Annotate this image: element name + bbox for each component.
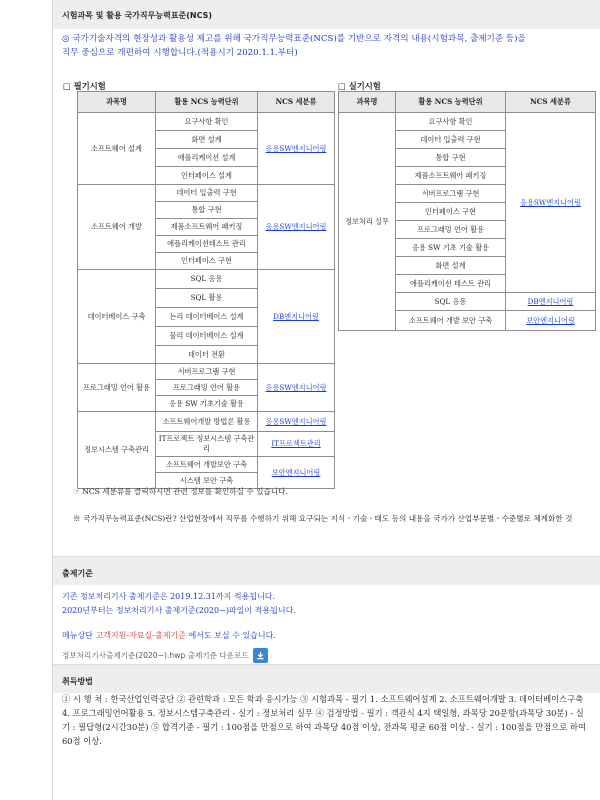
- unit-cell: 소프트웨어 개발보안 구축: [156, 457, 258, 473]
- acquisition-section-heading: 취득방법: [53, 664, 600, 693]
- menu-path-link[interactable]: 고객지원-자료실-출제기준: [95, 631, 186, 640]
- ncs-class-link[interactable]: 응용SW엔지니어링: [258, 364, 335, 412]
- unit-cell: IT프로젝트 정보시스템 구축관리: [156, 432, 258, 457]
- col-header: 과목명: [339, 92, 396, 113]
- download-icon: [256, 651, 265, 660]
- criteria-section-heading: 출제기준: [53, 556, 600, 585]
- criteria-menu-note: [62, 629, 276, 642]
- col-header: 활용 NCS 능력단위: [396, 92, 506, 113]
- subject-cell: 프로그래밍 언어 활용: [78, 364, 156, 412]
- unit-cell: 제품소프트웨어 패키징: [156, 219, 258, 236]
- practical-exam-title: □ 실기시험: [338, 81, 381, 91]
- col-header: 활용 NCS 능력단위: [156, 92, 258, 113]
- unit-cell: 소프트웨어 개발 보안 구축: [396, 311, 506, 331]
- criteria-line-2: 2020년부터는 정보처리기사 출제기준(2020~)파일이 적용됩니다.: [62, 606, 296, 615]
- page: [52, 0, 600, 800]
- ncs-class-link[interactable]: IT프로젝트관리: [258, 432, 335, 457]
- download-label: 정보처리기사출제기준(2020~).hwp 출제기준 다운로드: [62, 651, 249, 660]
- unit-cell: 애플리케이션 설계: [156, 149, 258, 167]
- unit-cell: 인터페이스 구현: [156, 253, 258, 270]
- unit-cell: 통합 구현: [396, 149, 506, 167]
- unit-cell: 요구사항 확인: [396, 113, 506, 131]
- unit-cell: 응용 SW 기초 기술 활용: [396, 239, 506, 257]
- subject-cell: 데이터베이스 구축: [78, 270, 156, 364]
- ncs-class-link[interactable]: 응용SW엔지니어링: [506, 113, 596, 293]
- subject-cell: 소프트웨어 설계: [78, 113, 156, 185]
- criteria-download: [62, 648, 268, 663]
- ncs-definition-note: ※ 국가직무능력표준(NCS)란? 산업현장에서 직무를 수행하기 위해 요구되는 지식ㆍ기술ㆍ태도 등의 내용을 국가가 산업부문별ㆍ수준별로 체계화한 것: [73, 514, 573, 523]
- unit-cell: 데이터 입출력 구현: [396, 131, 506, 149]
- practical-exam-table: [338, 91, 596, 331]
- col-header: NCS 세분류: [258, 92, 335, 113]
- unit-cell: SQL 응용: [156, 270, 258, 289]
- unit-cell: 프로그래밍 언어 활용: [156, 380, 258, 396]
- col-header: NCS 세분류: [506, 92, 596, 113]
- ncs-class-link[interactable]: DB엔지니어링: [506, 293, 596, 311]
- unit-cell: 통합 구현: [156, 202, 258, 219]
- unit-cell: 인터페이스 설계: [156, 167, 258, 185]
- unit-cell: SQL 응용: [396, 293, 506, 311]
- unit-cell: 시스템 보안 구축: [156, 473, 258, 489]
- col-header: 과목명: [78, 92, 156, 113]
- ncs-class-link[interactable]: DB엔지니어링: [258, 270, 335, 364]
- unit-cell: 애플리케이션 테스트 관리: [396, 275, 506, 293]
- ncs-class-link[interactable]: 응용SW엔지니어링: [258, 412, 335, 432]
- ncs-intro: ◎ 국가기술자격의 현장성과 활용성 제고를 위해 국가직무능력표준(NCS)를 기반으로 자격의 내용(시험과목, 출제기준 등)을 직무 중심으로 개편하여 시행합니다.(적용시기 2020.1.1.부터): [62, 34, 526, 58]
- menu-prefix: 메뉴상단: [62, 631, 93, 640]
- subject-cell: 소프트웨어 개발: [78, 185, 156, 270]
- ncs-class-link[interactable]: 보안엔지니어링: [258, 457, 335, 489]
- unit-cell: 논리 데이터베이스 설계: [156, 308, 258, 327]
- unit-cell: 화면 설계: [396, 257, 506, 275]
- ncs-class-link[interactable]: 보안엔지니어링: [506, 311, 596, 331]
- unit-cell: 프로그래밍 언어 활용: [396, 221, 506, 239]
- criteria-line-1: 기존 정보처리기사 출제기준은 2019.12.31까지 적용됩니다.: [62, 592, 276, 601]
- menu-suffix: 에서도 보실 수 있습니다.: [188, 631, 276, 640]
- unit-cell: 서버프로그램 구현: [396, 185, 506, 203]
- ncs-class-link[interactable]: 응용SW엔지니어링: [258, 113, 335, 185]
- unit-cell: 서버프로그램 구현: [156, 364, 258, 380]
- subject-cell: 정보시스템 구축관리: [78, 412, 156, 489]
- unit-cell: 소프트웨어개발 방법론 활용: [156, 412, 258, 432]
- unit-cell: 데이터 입출력 구현: [156, 185, 258, 202]
- written-exam-table: [77, 91, 335, 489]
- download-button[interactable]: [253, 648, 268, 663]
- subject-cell: 정보처리 실무: [339, 113, 396, 331]
- unit-cell: 데이터 전환: [156, 346, 258, 364]
- unit-cell: 제품소프트웨어 패키징: [396, 167, 506, 185]
- unit-cell: 요구사항 확인: [156, 113, 258, 131]
- ncs-click-note: ☞ NCS 세분류를 클릭하시면 관련 정보를 확인하실 수 있습니다.: [73, 487, 288, 496]
- ncs-class-link[interactable]: 응용SW엔지니어링: [258, 185, 335, 270]
- ncs-section-heading: 시험과목 및 활용 국가직무능력표준(NCS): [53, 0, 600, 29]
- unit-cell: 애플리케이션테스트 관리: [156, 236, 258, 253]
- unit-cell: 인터페이스 구현: [396, 203, 506, 221]
- unit-cell: 응용 SW 기초기술 활용: [156, 396, 258, 412]
- acquisition-text: ① 시 행 처 : 한국산업인력공단 ② 관련학과 : 모든 학과 응시가능 ③ 시험과목 - 필기 1. 소프트웨어설계 2. 소프트웨어개발 3. 데이터베이스구축 4. 프로그래밍언어활용 5. 정보시스템구축관리 - 실기 : 정보처리 실무 ④ 검정방법 - 필기 : 객관식 4지 택일형, 과목당 20문항(과목당 30분) - 실기 : 필답형(2시간30분) ⑤ 합격기준 - 필기 : 100점을 만점으로 하여 과목당 40점 이상, 전과목 평균 60점 이상. - 실기 : 100점을 만점으로 하여 60점 이상.: [62, 694, 586, 746]
- unit-cell: 물리 데이터베이스 설계: [156, 327, 258, 346]
- unit-cell: SQL 활용: [156, 289, 258, 308]
- unit-cell: 화면 설계: [156, 131, 258, 149]
- written-exam-title: □ 필기시험: [63, 81, 106, 91]
